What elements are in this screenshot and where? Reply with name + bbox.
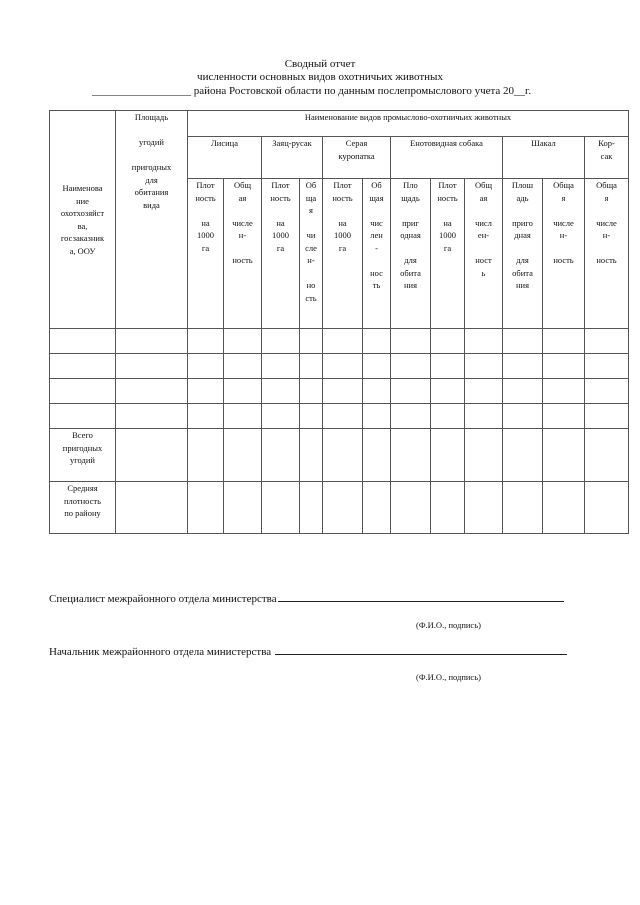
- table-row: [50, 404, 629, 429]
- species-raccoon-dog: Енотовидная собака: [391, 137, 503, 179]
- sub-header-cell: Плот ность на 1000 га: [323, 179, 363, 329]
- sub-header-cell: Об щая чис лен - нос ть: [363, 179, 391, 329]
- species-jackal: Шакал: [503, 137, 585, 179]
- specialist-signature-hint: (Ф.И.О., подпись): [416, 620, 481, 630]
- header-holding-name: Наименова ние охотхозяйст ва, госзаказник а, ООУ: [50, 111, 116, 329]
- total-row-label: Всего пригодных угодий: [50, 429, 116, 482]
- specialist-signature-line: [49, 592, 564, 605]
- species-corsac: Кор- сак: [585, 137, 629, 179]
- table-row: [50, 379, 629, 404]
- sub-header-cell: Плот ность на 1000 га: [431, 179, 465, 329]
- total-row: [50, 429, 629, 482]
- head-label: Начальник межрайонного отдела министерства: [49, 646, 272, 658]
- table-row: [50, 329, 629, 354]
- species-partridge: Серая куропатка: [323, 137, 391, 179]
- header-species-group: Наименование видов промыслово-охотничьих животных: [188, 111, 629, 137]
- report-table: [49, 110, 629, 534]
- head-signature-hint: (Ф.И.О., подпись): [416, 672, 481, 682]
- head-signature-field[interactable]: [275, 645, 567, 655]
- sub-header-cell: Плот ность на 1000 га: [188, 179, 224, 329]
- average-row-label: Средняя плотность по району: [50, 482, 116, 534]
- report-district-line: __________________ района Ростовской области по данным послепромыслового учета 20__г.: [92, 85, 532, 97]
- header-habitat-area: Площадь угодий пригодных для обитания вида: [116, 111, 188, 329]
- head-signature-line: [49, 645, 567, 658]
- sub-header-cell: Пло щадь приг одная для обита ния: [391, 179, 431, 329]
- specialist-signature-field[interactable]: [278, 592, 564, 602]
- report-title: Сводный отчет: [284, 58, 356, 70]
- average-row: [50, 482, 629, 534]
- report-subtitle: численности основных видов охотничьих животных: [197, 71, 443, 83]
- sub-header-cell: Общ ая числе н- ность: [224, 179, 262, 329]
- species-fox: Лисица: [188, 137, 262, 179]
- sub-header-cell: Об ща я чи сле н- но сть: [300, 179, 323, 329]
- species-hare: Заяц-русак: [262, 137, 323, 179]
- sub-header-cell: Обща я числе н- ность: [585, 179, 629, 329]
- sub-header-cell: Обща я числе н- ность: [543, 179, 585, 329]
- specialist-label: Специалист межрайонного отдела министерства: [49, 593, 277, 605]
- sub-header-cell: Плот ность на 1000 га: [262, 179, 300, 329]
- sub-header-cell: Общ ая числ ен- ност ь: [465, 179, 503, 329]
- table-row: [50, 354, 629, 379]
- sub-header-cell: Плош адь приго дная для обита ния: [503, 179, 543, 329]
